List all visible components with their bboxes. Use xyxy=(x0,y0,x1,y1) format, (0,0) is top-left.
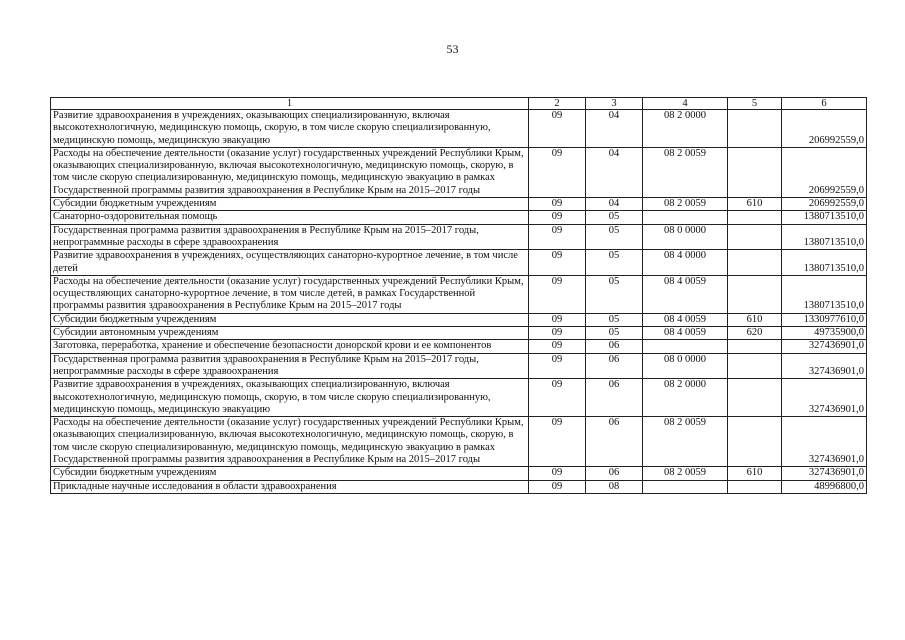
table-row xyxy=(51,211,867,224)
cell-section: 09 xyxy=(529,467,586,480)
cell-section: 09 xyxy=(529,327,586,340)
header-cell: 5 xyxy=(728,98,782,110)
cell-type: 610 xyxy=(728,198,782,211)
budget-table xyxy=(50,97,867,494)
cell-subsection: 08 xyxy=(586,480,643,493)
cell-type xyxy=(728,275,782,313)
table-row xyxy=(51,417,867,467)
cell-subsection: 04 xyxy=(586,147,643,197)
cell-target: 08 4 0059 xyxy=(643,327,728,340)
cell-name: Санаторно-оздоровительная помощь xyxy=(51,211,529,224)
cell-amount: 48996800,0 xyxy=(782,480,867,493)
cell-subsection: 05 xyxy=(586,275,643,313)
cell-type xyxy=(728,480,782,493)
table-row xyxy=(51,147,867,197)
cell-section: 09 xyxy=(529,110,586,148)
cell-amount: 206992559,0 xyxy=(782,147,867,197)
cell-subsection: 06 xyxy=(586,340,643,353)
cell-target: 08 4 0000 xyxy=(643,250,728,276)
budget-table-body xyxy=(51,98,867,494)
cell-amount: 1330977610,0 xyxy=(782,313,867,326)
cell-name: Субсидии бюджетным учреждениям xyxy=(51,198,529,211)
cell-amount: 1380713510,0 xyxy=(782,250,867,276)
cell-target: 08 2 0059 xyxy=(643,147,728,197)
header-cell: 2 xyxy=(529,98,586,110)
cell-section: 09 xyxy=(529,313,586,326)
table-row xyxy=(51,250,867,276)
cell-type xyxy=(728,250,782,276)
cell-section: 09 xyxy=(529,379,586,417)
cell-subsection: 06 xyxy=(586,417,643,467)
cell-name: Прикладные научные исследования в области здравоохранения xyxy=(51,480,529,493)
cell-section: 09 xyxy=(529,353,586,379)
cell-subsection: 06 xyxy=(586,379,643,417)
cell-type xyxy=(728,211,782,224)
cell-type xyxy=(728,147,782,197)
table-row xyxy=(51,224,867,250)
table-row xyxy=(51,340,867,353)
cell-section: 09 xyxy=(529,147,586,197)
cell-name: Расходы на обеспечение деятельности (оказание услуг) государственных учреждений Республики Крым, осуществляющих санаторно-курортное лечение, в том числе детей, в рамках Государственной программы развития здравоохранения в Республике Крым на 2015–2017 годы xyxy=(51,275,529,313)
cell-amount: 49735900,0 xyxy=(782,327,867,340)
cell-amount: 327436901,0 xyxy=(782,379,867,417)
table-row xyxy=(51,379,867,417)
cell-target: 08 2 0059 xyxy=(643,417,728,467)
cell-type xyxy=(728,379,782,417)
cell-target: 08 2 0000 xyxy=(643,379,728,417)
cell-section: 09 xyxy=(529,340,586,353)
cell-name: Расходы на обеспечение деятельности (оказание услуг) государственных учреждений Республики Крым, оказывающих специализированную, включая высокотехнологичную, медицинскую помощь, скорую, в том числе скорую специализированную, медицинскую помощь, медицинскую эвакуацию в рамках Государственной программы развития здравоохранения в Республике Крым на 2015–2017 годы xyxy=(51,147,529,197)
cell-subsection: 05 xyxy=(586,250,643,276)
table-row xyxy=(51,313,867,326)
cell-amount: 327436901,0 xyxy=(782,353,867,379)
cell-name: Субсидии автономным учреждениям xyxy=(51,327,529,340)
table-row xyxy=(51,110,867,148)
cell-name: Развитие здравоохранения в учреждениях, осуществляющих санаторно-курортное лечение, в том числе детей xyxy=(51,250,529,276)
table-row xyxy=(51,353,867,379)
cell-target: 08 2 0059 xyxy=(643,467,728,480)
cell-name: Расходы на обеспечение деятельности (оказание услуг) государственных учреждений Республики Крым, оказывающих специализированную, включая высокотехнологичную, медицинскую помощь, скорую, в том числе скорую специализированную, медицинскую помощь, медицинскую эвакуацию в рамках Государственной программы развития здравоохранения в Республике Крым на 2015–2017 годы xyxy=(51,417,529,467)
cell-type: 610 xyxy=(728,467,782,480)
header-cell: 6 xyxy=(782,98,867,110)
cell-type xyxy=(728,353,782,379)
cell-section: 09 xyxy=(529,250,586,276)
cell-type xyxy=(728,340,782,353)
cell-name: Заготовка, переработка, хранение и обеспечение безопасности донорской крови и ее компонентов xyxy=(51,340,529,353)
cell-target: 08 4 0059 xyxy=(643,313,728,326)
table-row xyxy=(51,198,867,211)
cell-subsection: 04 xyxy=(586,198,643,211)
cell-amount: 1380713510,0 xyxy=(782,275,867,313)
cell-target xyxy=(643,340,728,353)
cell-name: Государственная программа развития здравоохранения в Республике Крым на 2015–2017 годы, непрограммные расходы в сфере здравоохранения xyxy=(51,224,529,250)
table-row xyxy=(51,327,867,340)
cell-section: 09 xyxy=(529,224,586,250)
table-header-row xyxy=(51,98,867,110)
cell-target: 08 2 0000 xyxy=(643,110,728,148)
cell-subsection: 05 xyxy=(586,327,643,340)
cell-amount: 1380713510,0 xyxy=(782,224,867,250)
cell-target: 08 0 0000 xyxy=(643,224,728,250)
cell-subsection: 04 xyxy=(586,110,643,148)
cell-type xyxy=(728,224,782,250)
cell-amount: 327436901,0 xyxy=(782,340,867,353)
header-cell: 4 xyxy=(643,98,728,110)
cell-subsection: 05 xyxy=(586,211,643,224)
cell-name: Субсидии бюджетным учреждениям xyxy=(51,313,529,326)
cell-name: Развитие здравоохранения в учреждениях, оказывающих специализированную, включая высокотехнологичную, медицинскую помощь, скорую, в том числе скорую специализированную, медицинскую помощь, медицинскую эвакуацию xyxy=(51,110,529,148)
table-row xyxy=(51,467,867,480)
cell-section: 09 xyxy=(529,275,586,313)
cell-subsection: 05 xyxy=(586,224,643,250)
table-row xyxy=(51,275,867,313)
header-cell: 1 xyxy=(51,98,529,110)
cell-subsection: 06 xyxy=(586,353,643,379)
cell-section: 09 xyxy=(529,198,586,211)
cell-type: 620 xyxy=(728,327,782,340)
cell-target: 08 2 0059 xyxy=(643,198,728,211)
cell-subsection: 06 xyxy=(586,467,643,480)
cell-section: 09 xyxy=(529,417,586,467)
cell-subsection: 05 xyxy=(586,313,643,326)
header-cell: 3 xyxy=(586,98,643,110)
cell-section: 09 xyxy=(529,480,586,493)
cell-amount: 327436901,0 xyxy=(782,417,867,467)
cell-name: Государственная программа развития здравоохранения в Республике Крым на 2015–2017 годы, непрограммные расходы в сфере здравоохранения xyxy=(51,353,529,379)
cell-type: 610 xyxy=(728,313,782,326)
cell-amount: 1380713510,0 xyxy=(782,211,867,224)
page-number: 53 xyxy=(446,42,459,56)
cell-type xyxy=(728,110,782,148)
table-row xyxy=(51,480,867,493)
cell-amount: 327436901,0 xyxy=(782,467,867,480)
cell-amount: 206992559,0 xyxy=(782,198,867,211)
cell-name: Субсидии бюджетным учреждениям xyxy=(51,467,529,480)
cell-section: 09 xyxy=(529,211,586,224)
cell-name: Развитие здравоохранения в учреждениях, оказывающих специализированную, включая высокотехнологичную, медицинскую помощь, скорую, в том числе скорую специализированную, медицинскую помощь, медицинскую эвакуацию xyxy=(51,379,529,417)
cell-target: 08 0 0000 xyxy=(643,353,728,379)
cell-target xyxy=(643,480,728,493)
cell-type xyxy=(728,417,782,467)
cell-target xyxy=(643,211,728,224)
cell-target: 08 4 0059 xyxy=(643,275,728,313)
cell-amount: 206992559,0 xyxy=(782,110,867,148)
